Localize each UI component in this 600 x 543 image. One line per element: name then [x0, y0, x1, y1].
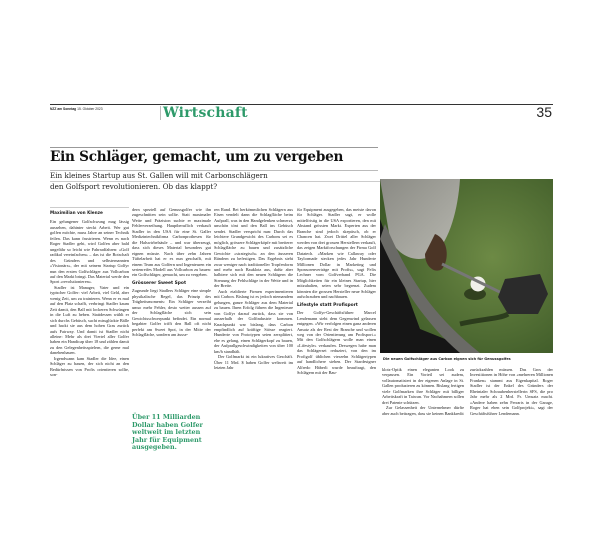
paragraph: klotz-Optik einen eleganten Look zu verpassen. Ein Vorteil sei zudem, vollautomatisiert in der eigenen Anlage in St. Gallen produzieren zu können. Bislang fertigen viele Golfmarken ihre Schläger mit billiger Arbeitskraft in Taiwan. Vor Nachahmern sollen drei Patente schützen. [382, 367, 464, 405]
text-column-2 [132, 207, 211, 337]
issue-date: 15. Oktober 2023 [77, 107, 103, 111]
text-column-5 [382, 367, 464, 416]
paragraph: zurückzahlen müssen. Das Gros der Investitionen in Höhe von «mehreren Millionen Franken» stammt aus Eigenkapital. Roger Stadler ist der Enkel des Gründers der Rheintaler Schraubenherstellerin SFS, die pro Jahr mehr als 2 Mrd. Fr. Umsatz macht. «Andere haben zehn Ferraris in der Garage, Roger hat eben sein Golfprojekt», sagt der Geschäftsführer Lendemann. [470, 367, 553, 416]
article-photo [380, 179, 553, 353]
paragraph: für Equipment ausgegeben, das meiste davon für Schläger. Stadler sagt, er wolle mittelfristig in die USA exportieren, den mit Abstand grössten Markt. Experten aus der Branche sind jedoch skeptisch, ob er Chancen hat. Zwei Drittel aller Schläger werden von drei grossen Herstellern verkauft, das zeigen Marktforschungen der Firma Golf Datatech. «Marken wie Callaway oder Taylormade stecken jedes Jahr Hunderte Millionen Dollar in Marketing und Sponsorenverträge mit Profis», sagt Felix Lechner vom Golfverband PGA. Die Möglichkeiten für ein kleines Startup, hier mitzuhalten, seien sehr begrenzt. Zudem könnten die grossen Hersteller neue Schläger aufschrauben und nachbauen. [297, 207, 376, 300]
paragraph: Der Golfyr-Geschäftsführer Marcel Lendemann sieht dem Gegenwind gelassen entgegen. «Wir verfolgen einen ganz anderen Ansatz als der Rest der Branche und wollen weg von der Orientierung am Profisport.» Mit den Golfschlägern wolle man einen «Lifestyle» verkaufen. Deswegen habe man das Schlägerset reduziert, von den im Profigolf üblichen vierzehn Schlägertypen auf handlichere sieben. Der Stardesigner Alfredo Häberli wurde beauftragt, den Schlägern mit der Bau- [297, 310, 376, 376]
photo-caption: Die neuen Golfschläger aus Carbon eignen sich für Genussgolfer. [383, 357, 512, 361]
subtitle-line-1: Ein kleines Startup aus St. Gallen will mit Carbonschlägern [50, 171, 380, 182]
text-column-1 [50, 207, 129, 378]
subheading: Grösserer Sweet Spot [132, 280, 187, 286]
pull-quote: Über 11 Milliarden Dollar haben Golfer weltweit im letzten Jahr für Equipment ausgegeben. [132, 413, 203, 452]
text-column-4 [297, 207, 376, 376]
text-column-6 [470, 367, 553, 416]
author-name: Maximilian von Klenze [50, 207, 129, 215]
page-number: 35 [536, 104, 552, 120]
divider [160, 106, 161, 120]
paragraph: Ein gelungener Golfschwung mag lässig aussehen, dahinter steckt Arbeit. Wer gut golfen möchte, muss Jahre an seiner Technik feilen. Das kann frustrieren. Wenn es nach Roger Stadler geht, wird Golfen aber bald ungefähr so leicht wie Fahrradfahren: «Golf radikal vereinfachen» – das ist die Botschaft des Gründers und selbsternannten «Visionärs», der mit seinem Startup Golfyr nun den ersten Golfschläger aus Vollcarbon auf den Markt bringt. Das Material werde den Sport «revolutionieren». [50, 219, 129, 285]
paragraph: Zugrunde liegt Stadlers Schläger eine simple physikalische Regel, das Prinzip des Trägheitsmoments: Ein Schläger verzeiht umso mehr Fehler, desto weiter aussen auf der Schlagfläche sich sein Gewichtsschwerpunkt befindet. Ein normal begabter Golfer trifft den Ball oft nicht perfekt am Sweet Spot, in der Mitte der Schlagfläche, sondern am äusse- [132, 288, 211, 337]
paragraph: dern speziell auf Genussgolfer wie ihn zugeschnitten sein sollte. Statt maximaler Weite und Präzision suchte er maximale Fehlerverzeihung. Hauptberuflich verkauft Stadler in den USA für eine St. Galler Medizintechnikfirma Carbonprothesen für die Halswirbelsäule – und war überzeugt, dass sich dieses Material besonders gut eignen müsste. Nach über zehn Jahren Tüftelarbeit hat er es nun geschafft, mit einem Team aus Golfern und Ingenieuren ein serienreifes Modell aus Vollcarbon zu bauen: ein Golfschläger, gemacht, um zu vergeben. [132, 207, 211, 278]
article-subtitle [50, 171, 380, 192]
divider [50, 147, 378, 148]
subtitle-line-2: den Golfsport revolutionieren. Ob das klappt? [50, 182, 218, 191]
paragraph: ren Rand. Bei herkömmlichen Schlägern aus Eisen vendelt dann die Schlagfläche beim Aufprall, was in den Handgelenken schmerzt, unschön tönt und den Ball ins Gebüsch sendet. Stadler verspricht nun: Durch das leichtere Grundgewicht des Carbons sei es möglich, grössere Schlägerköpfe mit breiterer Schlagfläche zu bauen und zusätzliche Gewichte «strategisch» an den äusseren Rändern zu befestigen. Das Ergebnis sieht zwar weniger nach traditioneller Tropfenform und mehr nach Bauklotz aus, dafür aber halbiere sich mit den neuen Schlägern die Streuung der Fehlschläge in der Weite und in der Breite. [214, 207, 293, 289]
paragraph: Der Golfmarkt ist ein lukratives Geschäft. Über 11 Mrd. $ haben Golfer weltweit im letzten Jahr [214, 354, 293, 371]
newspaper-page [50, 96, 553, 496]
text-column-3 [214, 207, 293, 371]
paper-name: NZZ am Sonntag [50, 107, 77, 111]
masthead-info [50, 107, 103, 111]
article-headline: Ein Schläger, gemacht, um zu vergeben [50, 149, 344, 165]
golf-putter-image-icon [380, 179, 553, 353]
paragraph: Stadler ist Manager, Vater und ein typischer Golfer: viel Arbeit, viel Geld, aber wenig Zeit, um zu trainieren. Wenn er es mal auf den Platz schafft, verbringt Stadler kaum Zeit damit, den Ball mit lockeren Schwüngen in die Luft zu heben. Stattdessen wühlt er sich durchs Gebüsch, sucht missglückte Bälle und hackt sie aus dem hohen Gras zurück aufs Fairway. Und damit ist Stadler nicht alleine: Mehr als drei Viertel aller Golfer haben ein Handicap über 18 und zählen damit zu den Gelegenheitsspielern, die gerne mal danebenhauen. [50, 284, 129, 356]
paragraph: Auch etablierte Firmen experimentieren mit Carbon. Bislang ist es jedoch niemandem gelungen, ganze Schläger aus dem Material zu bauen. Ihren Erfolg führen die Ingenieure von Golfyr darauf zurück, dass sie von ausserhalb der Golfindustrie kommen. Knackpunkt war bislang, dass Carbon empfindlich auf kräftige Stösse reagiert. Hunderte von Prototypen seien zersplittert, ehe es gelang, einen Schlägerkopf zu bauen, der Aufprallgeschwindigkeiten von über 100 km/h standhält. [214, 288, 293, 354]
section-title: Wirtschaft [163, 105, 248, 121]
subheading: Lifestyle statt Profisport [297, 302, 358, 308]
paragraph: Zur Gelassenheit der Unternehmer dürfte aber auch beitragen, dass sie keinen Bankkredit [382, 405, 464, 416]
top-rule [50, 104, 553, 105]
paragraph: Irgendwann kam Stadler die Idee, einen Schläger zu bauen, der sich nicht an den Bedürfnissen von Profis orientieren sollte, son- [50, 355, 129, 378]
